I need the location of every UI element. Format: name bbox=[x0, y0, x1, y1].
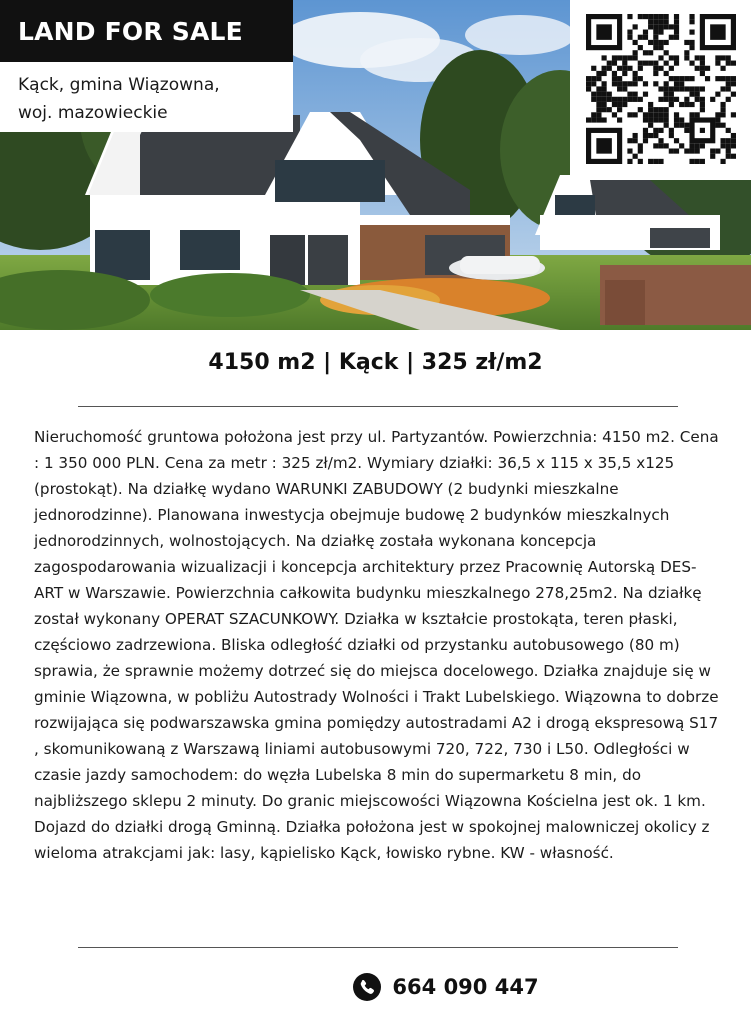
location-line-2: woj. mazowieckie bbox=[18, 103, 168, 123]
location-badge bbox=[0, 62, 293, 132]
contact-phone[interactable] bbox=[0, 972, 751, 1002]
qr-code-panel[interactable] bbox=[570, 0, 751, 180]
divider-top bbox=[78, 406, 678, 407]
listing-description: Nieruchomość gruntowa położona jest przy ul. Partyzantów. Powierzchnia: 4150 m2. Cena : 1 350 000 PLN. Cena za metr : 325 zł/m2. Wymiary działki: 36,5 x 115 x 35,5 x125 (prostokąt). Na działkę wydano WARUNKI ZABUDOWY (2 budynki mieszkalne jednorodzinne). Planowana inwestycja obejmuje budowę 2 budynków mieszkalnych jednorodzinnych, wolnostojących. Na działkę została wykonana koncepcja zagospodarowania wizualizacji i koncepcja architektury przez Pracownię Autorską DES-ART w Warszawie. Powierzchnia całkowita budynku mieszkalnego 278,25m2. Na działkę został wykonany OPERAT SZACUNKOWY. Działka w kształcie prostokąta, teren płaski, częściowo zadrzewiona. Bliska odległość działki od przystanku autobusowego (80 m) sprawia, że sprawnie możemy dotrzeć się do miejsca docelowego. Działka znajduje się w gminie Wiązowna, w pobliżu Autostrady Wolności i Trakt Lubelskiego. Wiązowna to dobrze rozwijająca się podwarszawska gmina pomiędzy autostradami A2 i drogą ekspresową S17 , skomunikowaną z Warszawą liniami autobusowymi 720, 722, 730 i L50. Odległości w czasie jazdy samochodem: do węzła Lubelska 8 min do supermarketu 8 min, do najbliższego sklepu 2 minuty. Do granic miejscowości Wiązowna Kościelna jest ok. 1 km. Dojazd do działki drogą Gminną. Działka położona jest w spokojnej malowniczej okolicy z wieloma atrakcjami jak: lasy, kąpielisko Kąck, łowisko rybne. KW - własność. bbox=[34, 428, 719, 862]
location-line-1: Kąck, gmina Wiązowna, bbox=[18, 75, 220, 95]
hero-visualization bbox=[0, 0, 751, 330]
phone-number[interactable]: 664 090 447 bbox=[392, 975, 539, 999]
land-for-sale-badge: LAND FOR SALE bbox=[0, 0, 293, 62]
divider-bottom bbox=[78, 947, 678, 948]
summary-headline: 4150 m2 | Kąck | 325 zł/m2 bbox=[208, 350, 543, 375]
qr-code-icon[interactable] bbox=[586, 14, 736, 164]
phone-icon bbox=[352, 972, 382, 1002]
